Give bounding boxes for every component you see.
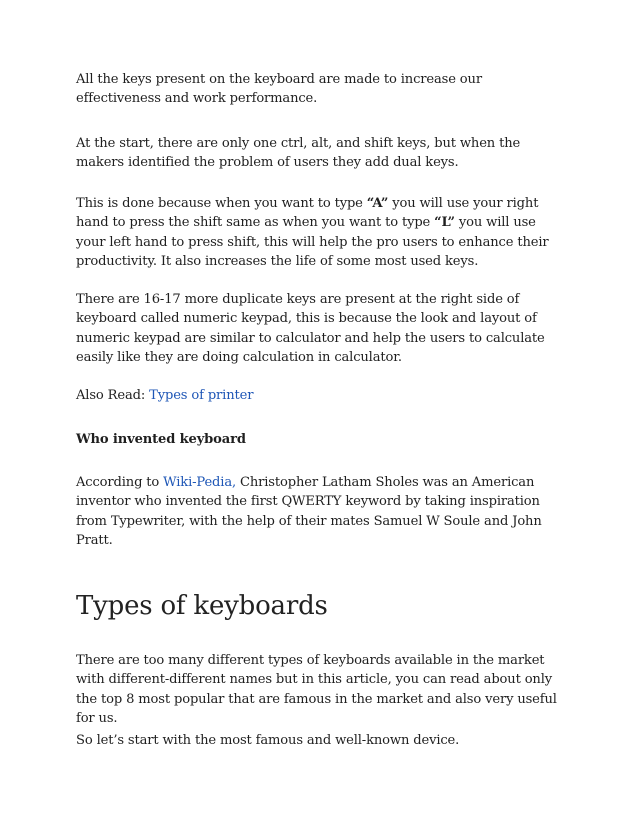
paragraph-dual-keys: At the start, there are only one ctrl, alt, and shift keys, but when the makers identified the problem of users they add dual keys.	[76, 136, 521, 171]
subheading-who-invented: Who invented keyboard	[76, 432, 246, 447]
key-l-label: “L”	[434, 215, 455, 231]
shift-text-3: you will use your left hand to press shift, this will help the pro users to enhance their productivity. It also increases the life of some most used keys.	[76, 215, 549, 270]
shift-text-1: This is done because when you want to type	[76, 196, 367, 211]
paragraph-inventor	[76, 473, 564, 551]
paragraph-effectiveness: All the keys present on the keyboard are made to increase our effectiveness and work performance.	[76, 72, 482, 107]
also-read-line	[76, 386, 556, 405]
paragraph-types-intro: There are too many different types of keyboards available in the market with different-different names but in this article, you can read about only the top 8 most popular that are famous in the market and also very useful for us.	[76, 653, 557, 727]
heading-types-of-keyboards: Types of keyboards	[76, 591, 328, 621]
paragraph-numeric-keypad: There are 16-17 more duplicate keys are present at the right side of keyboard called numeric keypad, this is because the look and layout of numeric keypad are similar to calculator and help the users to calculate easily like they are doing calculation in calculator.	[76, 292, 545, 366]
paragraph-shift-usage	[76, 194, 566, 272]
types-of-printer-link[interactable]: Types of printer	[149, 388, 254, 403]
also-read-prefix: Also Read:	[76, 388, 150, 403]
key-a-label: “A”	[366, 196, 389, 211]
paragraph-lets-start: So let’s start with the most famous and well-known device.	[76, 733, 460, 748]
inventor-rest: Christopher Latham Sholes was an American inventor who invented the first QWERTY keyword by taking inspiration from Typewriter, with the help of their mates Samuel W Soule and John Pratt.	[76, 475, 542, 549]
wiki-pedia-link[interactable]: Wiki-Pedia,	[163, 475, 236, 490]
shift-text-2: you will use your right hand to press the shift same as when you want to type	[76, 196, 539, 231]
inventor-prefix: According to	[76, 475, 164, 490]
